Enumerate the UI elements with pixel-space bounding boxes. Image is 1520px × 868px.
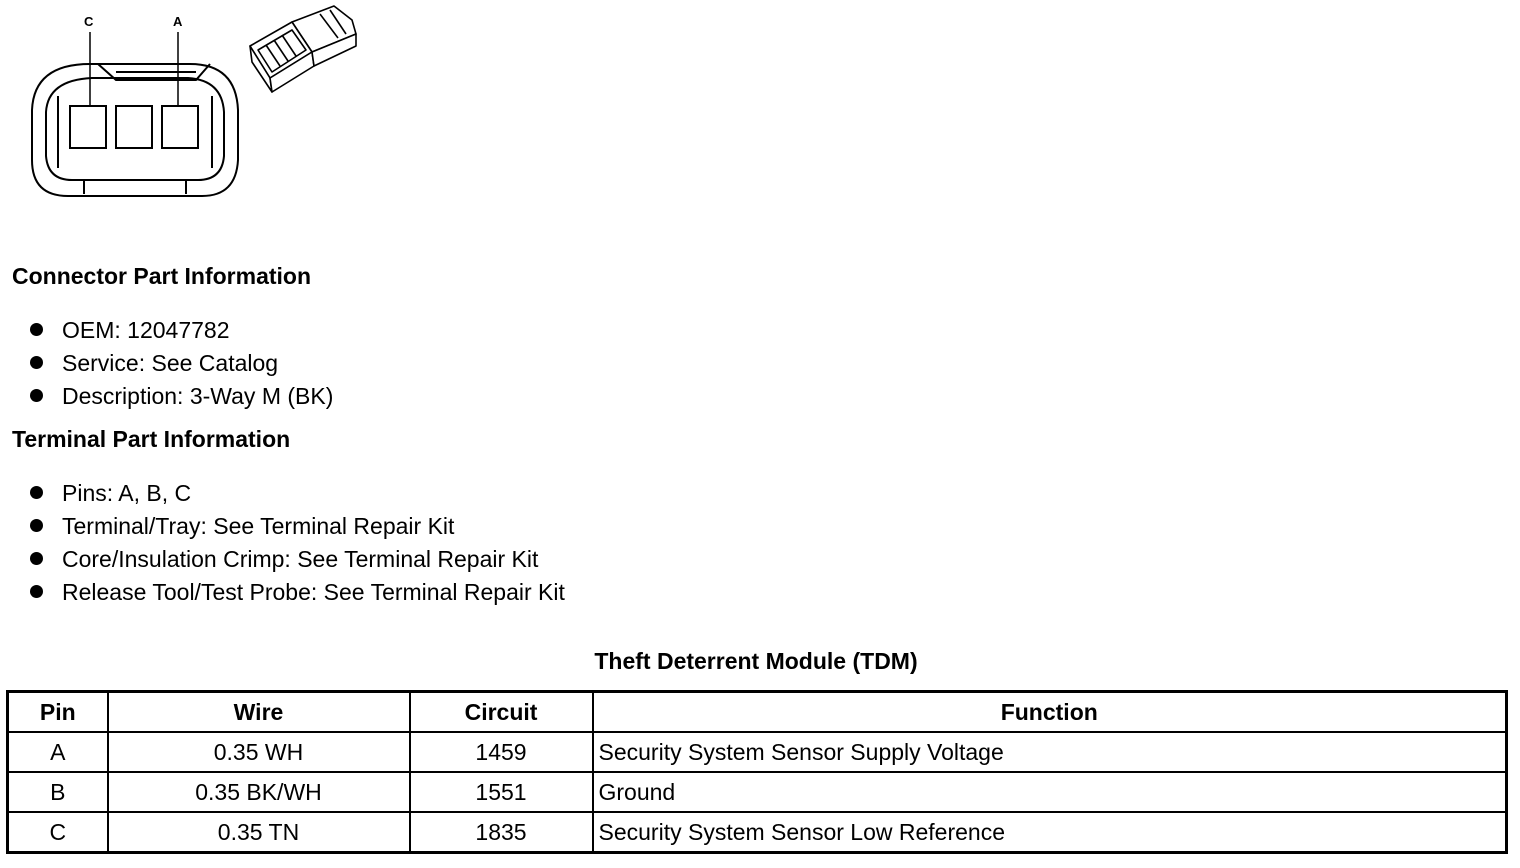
column-header-circuit: Circuit	[410, 692, 593, 733]
table-row	[8, 772, 1507, 812]
list-item-text: Terminal/Tray: See Terminal Repair Kit	[62, 513, 455, 539]
cell-wire: 0.35 BK/WH	[108, 772, 410, 812]
column-header-wire: Wire	[108, 692, 410, 733]
connector-face-view	[32, 32, 238, 196]
list-item	[28, 380, 333, 413]
cell-function: Security System Sensor Low Reference	[593, 812, 1507, 853]
cell-pin: C	[8, 812, 108, 853]
list-item-text: OEM: 12047782	[62, 317, 230, 343]
bullet-icon	[30, 323, 43, 336]
cell-function: Ground	[593, 772, 1507, 812]
bullet-icon	[30, 519, 43, 532]
pin-label-c: C	[84, 14, 94, 29]
bullet-icon	[30, 486, 43, 499]
cell-circuit: 1459	[410, 732, 593, 772]
list-item	[28, 314, 333, 347]
cell-function: Security System Sensor Supply Voltage	[593, 732, 1507, 772]
bullet-icon	[30, 389, 43, 402]
list-item	[28, 576, 565, 609]
list-item	[28, 477, 565, 510]
cavity-b	[116, 106, 152, 148]
list-item	[28, 543, 565, 576]
list-item	[28, 510, 565, 543]
column-header-pin: Pin	[8, 692, 108, 733]
table-row	[8, 812, 1507, 853]
table-title: Theft Deterrent Module (TDM)	[594, 648, 918, 674]
cell-pin: B	[8, 772, 108, 812]
pin-label-a: A	[173, 14, 183, 29]
pinout-table	[6, 690, 1508, 854]
cell-circuit: 1551	[410, 772, 593, 812]
list-item-text: Release Tool/Test Probe: See Terminal Repair Kit	[62, 579, 565, 605]
list-item	[28, 347, 333, 380]
bullet-icon	[30, 552, 43, 565]
connector-part-heading: Connector Part Information	[12, 263, 312, 289]
list-item-text: Service: See Catalog	[62, 350, 279, 376]
cell-pin: A	[8, 732, 108, 772]
table-row	[8, 732, 1507, 772]
cell-wire: 0.35 TN	[108, 812, 410, 853]
bullet-icon	[30, 585, 43, 598]
connector-3d-view	[250, 6, 356, 92]
connector-diagram	[0, 0, 380, 220]
list-item-text: Description: 3-Way M (BK)	[62, 383, 334, 409]
terminal-part-heading: Terminal Part Information	[12, 426, 291, 452]
bullet-icon	[30, 356, 43, 369]
connector-part-list	[28, 314, 333, 413]
cell-wire: 0.35 WH	[108, 732, 410, 772]
cavity-c	[70, 106, 106, 148]
list-item-text: Pins: A, B, C	[62, 480, 192, 506]
terminal-part-list	[28, 477, 565, 609]
column-header-function: Function	[593, 692, 1507, 733]
list-item-text: Core/Insulation Crimp: See Terminal Repair Kit	[62, 546, 539, 572]
table-header-row	[8, 692, 1507, 733]
cavity-a	[162, 106, 198, 148]
cell-circuit: 1835	[410, 812, 593, 853]
